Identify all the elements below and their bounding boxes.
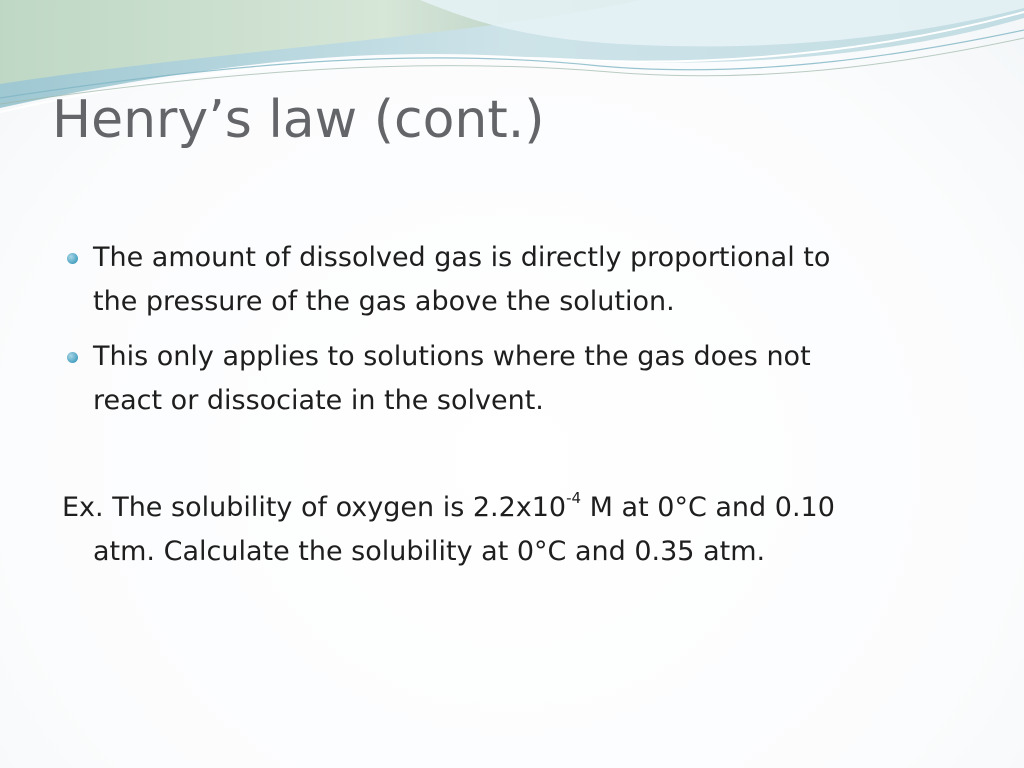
bullet-line: the pressure of the gas above the solution.	[93, 286, 675, 317]
bullet-line: The amount of dissolved gas is directly proportional to	[93, 242, 831, 273]
example-text-after: M at 0°C and 0.10	[581, 492, 835, 523]
slide-title: Henry’s law (cont.)	[52, 90, 545, 150]
bullet-dot-icon	[67, 352, 78, 363]
example-paragraph	[62, 486, 953, 574]
example-line-1	[62, 486, 953, 530]
example-exponent: -4	[566, 489, 582, 507]
bullet-item	[93, 236, 943, 324]
bullet-dot-icon	[67, 253, 78, 264]
bullet-line: react or dissociate in the solvent.	[93, 385, 544, 416]
bullet-item	[93, 335, 943, 423]
bullet-line: This only applies to solutions where the gas does not	[93, 341, 811, 372]
example-line-2: atm. Calculate the solubility at 0°C and 0.35 atm.	[93, 536, 766, 567]
example-text-before: Ex. The solubility of oxygen is 2.2x10	[62, 492, 567, 523]
